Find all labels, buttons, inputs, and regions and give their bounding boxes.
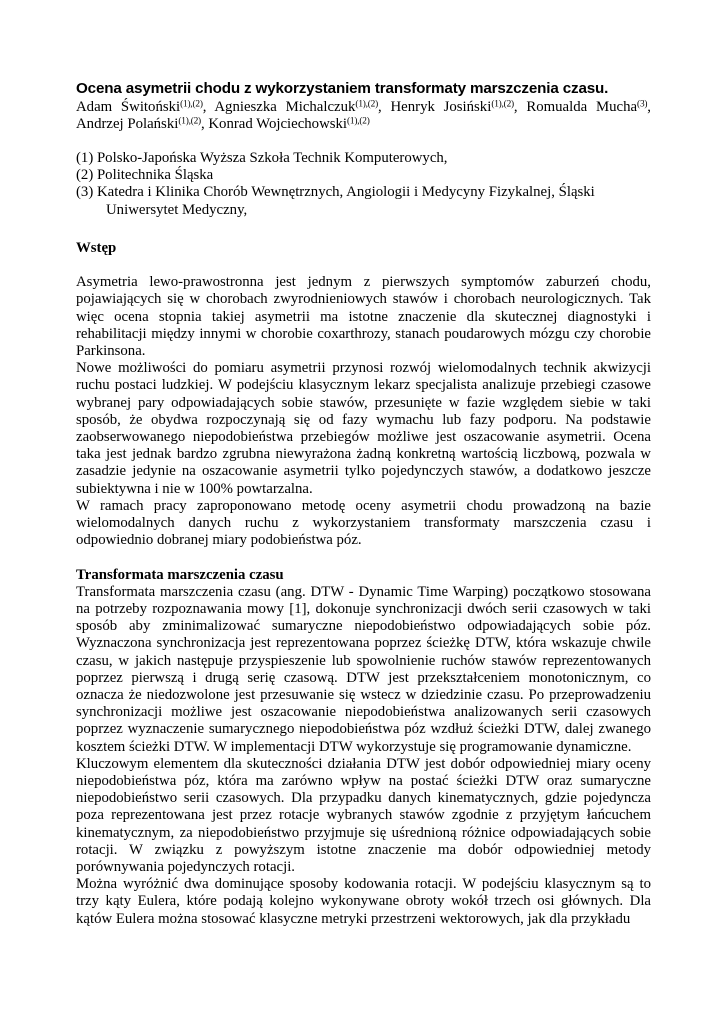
paragraph: Transformata marszczenia czasu (ang. DTW - Dynamic Time Warping) początkowo stosowana na potrzeby rozpoznawania mowy [1], dokonuje synchronizacji dwóch serii czasowych w taki sposób aby zminimalizować sumaryczne niepodobieństwo odpowiadających sobie póz. Wyznaczona synchronizacja jest reprezentowana poprzez ścieżkę DTW, która wskazuje chwile czasu, w jakich następuje przyspieszenie lub spowolnienie ruchów stawów reprezentowanych poprzez pierwszą i drugą serię czasową. DTW jest przekształceniem monotonicznym, co oznacza że niedozwolone jest przesuwanie się wstecz w dziedzinie czasu. Po przeprowadzeniu synchronizacji możliwe jest oszacowanie niepodobieństwa analizowanych serii czasowych poprzez wyznaczenie sumarycznego niepodobieństwa póz wzdłuż ścieżki DTW, dalej zwanego kosztem ścieżki DTW. W implementacji DTW wykorzystuje się programowanie dynamiczne. — [76, 583, 651, 755]
affiliation-list — [76, 150, 651, 219]
author-separator: , — [647, 98, 651, 115]
author-separator: , — [378, 98, 391, 115]
author-name — [526, 99, 651, 115]
paragraph: Można wyróżnić dwa dominujące sposoby kodowania rotacji. W podejściu klasycznym są to trzy kąty Eulera, które podają kolejno wykonywane obroty wokół trzech osi głównych. Dla kątów Eulera można stosować klasyczne metryki przestrzeni wektorowych, jak dla przykładu — [76, 876, 651, 927]
author-name — [214, 99, 390, 115]
author-name-text: Konrad Wojciechowski — [208, 115, 348, 132]
affiliation-superscript: (1),(2) — [178, 116, 201, 127]
affiliation-superscript: (1),(2) — [491, 99, 514, 109]
author-name — [76, 99, 214, 115]
author-name — [76, 116, 208, 132]
author-name-text: Henryk Josiński — [390, 98, 492, 115]
affiliation-superscript: (1),(2) — [347, 116, 370, 127]
author-name-text: Romualda Mucha — [526, 98, 638, 115]
affiliation-item: (3) Katedra i Klinika Chorób Wewnętrznych, Angiologii i Medycyny Fizykalnej, Śląski Uniwersytet Medyczny, — [76, 184, 595, 218]
author-separator: , — [202, 98, 215, 115]
section-wstep — [76, 240, 651, 550]
author-name — [390, 99, 526, 115]
author-separator: , — [513, 98, 527, 115]
author-name-text: Agnieszka Michalczuk — [214, 98, 356, 115]
paragraph: Nowe możliwości do pomiaru asymetrii przynosi rozwój wielomodalnych technik akwizycji ruchu postaci ludzkiej. W podejściu klasycznym lekarz specjalista analizuje przebiegi czasowe wybranej pary odpowiadających sobie stawów, przesunięte w fazie względem siebie w taki sposób, że obydwa rozpoczynają się od fazy wymachu lub fazy podporu. Na podstawie zaobserwowanego niepodobieństwa przebiegów możliwe jest oszacowanie asymetrii. Ocena taka jest jednak bardzo zgrubna niewyrażona żadną konkretną wartością liczbową, pozwala w zasadzie jedynie na oszacowanie asymetrii tylko pojedynczych stawów, a dodatkowo jeszcze subiektywna i nie w 100% powtarzalna. — [76, 360, 651, 497]
author-name — [208, 116, 369, 132]
author-name-text: Andrzej Polański — [76, 115, 179, 132]
paper-title: Ocena asymetrii chodu z wykorzystaniem transformaty marszczenia czasu. — [76, 80, 609, 97]
affiliation-item: (2) Politechnika Śląska — [76, 167, 214, 184]
affiliation-superscript: (1),(2) — [355, 99, 379, 109]
paragraph: Asymetria lewo-prawostronna jest jednym z pierwszych symptomów zaburzeń chodu, pojawiających się w chorobach zwyrodnieniowych stawów i chorobach neurologicznych. Tak więc ocena stopnia takiej asymetrii ma istotne znaczenie dla skutecznej diagnostyki i rehabilitacji między innymi w chorobie coxarthrozy, stanach poudarowych mózgu czy chorobie Parkinsona. — [76, 274, 651, 359]
paragraph: Kluczowym elementem dla skuteczności działania DTW jest dobór odpowiedniej miary oceny niepodobieństwa póz, która ma zarówno wpływ na postać ścieżki DTW oraz sumaryczne niepodobieństwo serii czasowych. Dla przypadku danych kinematycznych, gdzie pojedyncza poza reprezentowana jest przez rotacje wybranych stawów zgodnie z przyjętym łańcuchem kinematycznym, za niepodobieństwo przyjmuje się uśrednioną różnice odpowiadających sobie rotacji. W związku z powyższym istotne znaczenie ma dobór odpowiedniej metody porównywania pojedynczych rotacji. — [76, 755, 651, 875]
paragraph: W ramach pracy zaproponowano metodę oceny asymetrii chodu prowadzoną na bazie wielomodalnych danych ruchu z wykorzystaniem transformaty marszczenia czasu i odpowiednio dobranej miary podobieństwa póz. — [76, 497, 651, 549]
author-name-text: Adam Świtoński — [76, 98, 181, 115]
section-heading: Transformata marszczenia czasu — [76, 566, 284, 583]
author-separator: , — [200, 115, 209, 132]
affiliation-superscript: (3) — [637, 99, 648, 109]
section-transformata-marszczenia-czasu — [76, 567, 651, 928]
author-list — [76, 99, 651, 133]
affiliation-superscript: (1),(2) — [180, 99, 203, 109]
affiliation-item: (1) Polsko-Japońska Wyższa Szkoła Technik Komputerowych, — [76, 149, 448, 166]
section-heading: Wstęp — [76, 239, 117, 256]
